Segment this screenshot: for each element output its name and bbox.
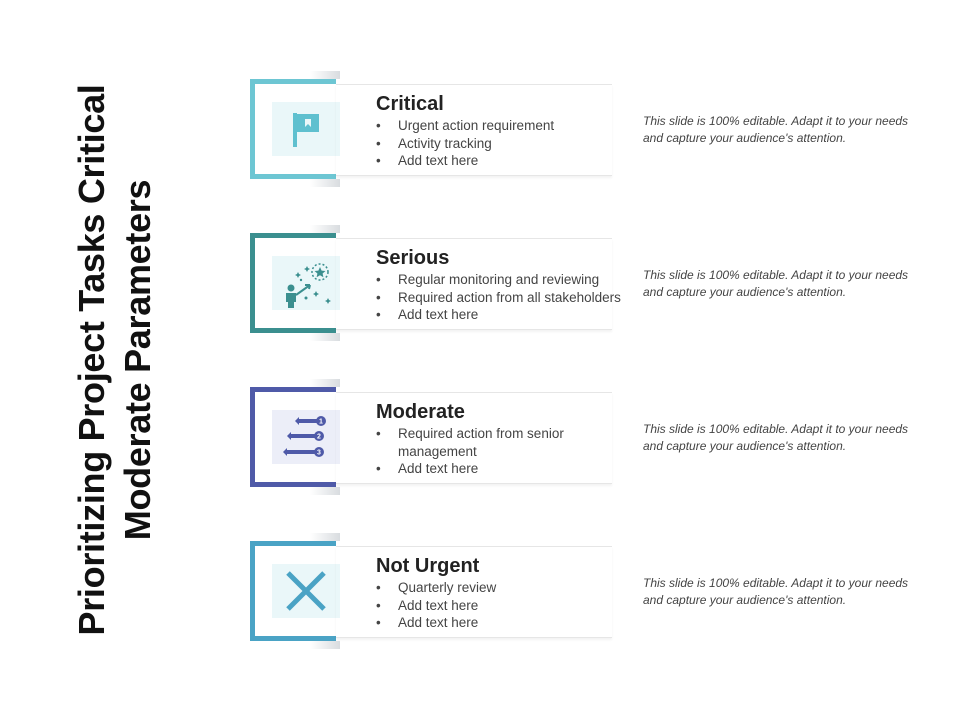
bracket-shadow [310,641,340,649]
icon-box [272,102,340,156]
list-item: • Regular monitoring and reviewing [376,271,636,289]
bracket-shadow [310,225,340,233]
list-item: • Add text here [376,597,636,615]
icon-box [272,564,340,618]
numbered-arrows-icon [281,414,331,460]
bracket-shadow [310,333,340,341]
title-container [62,70,167,650]
list-item: • Add text here [376,614,636,632]
list-item: • Add text here [376,460,636,478]
list-item: • Add text here [376,306,636,324]
priority-row-serious [250,233,920,333]
bullet-list [376,579,636,632]
list-item: • Urgent action requirement [376,117,636,135]
list-item: • Quarterly review [376,579,636,597]
icon-box [272,410,340,464]
row-heading: Critical [376,93,444,115]
row-description: This slide is 100% editable. Adapt it to your needs and capture your audience's attention. [643,114,909,145]
priority-row-moderate [250,387,920,487]
bullet-list [376,425,636,478]
row-heading: Moderate [376,401,465,423]
row-description: This slide is 100% editable. Adapt it to your needs and capture your audience's attention. [643,268,909,299]
presenter-target-icon [276,258,336,308]
svg-text:1: 1 [319,418,323,426]
slide-title-line-2: Moderate Parameters [116,179,158,541]
bracket-shadow [310,533,340,541]
list-item: • Required action from all stakeholders [376,289,636,307]
icon-box [272,256,340,310]
row-description: This slide is 100% editable. Adapt it to your needs and capture your audience's attention. [643,422,909,453]
bracket-shadow [310,487,340,495]
bullet-list [376,271,636,324]
svg-text:3: 3 [317,449,321,457]
close-x-icon [284,569,328,613]
priority-row-critical [250,79,920,179]
bracket-shadow [310,71,340,79]
priority-row-not-urgent [250,541,920,641]
bracket-shadow [310,379,340,387]
bullet-list [376,117,636,170]
row-description: This slide is 100% editable. Adapt it to your needs and capture your audience's attention. [643,576,909,607]
list-item: • Add text here [376,152,636,170]
list-item: • Required action from senior management [376,425,568,460]
flag-icon [289,110,323,148]
slide-title-line-1: Prioritizing Project Tasks Critical [70,84,112,636]
bracket-shadow [310,179,340,187]
list-item: • Activity tracking [376,135,636,153]
row-heading: Not Urgent [376,555,480,577]
svg-text:2: 2 [317,433,321,441]
slide-title [69,70,161,650]
row-heading: Serious [376,247,450,269]
